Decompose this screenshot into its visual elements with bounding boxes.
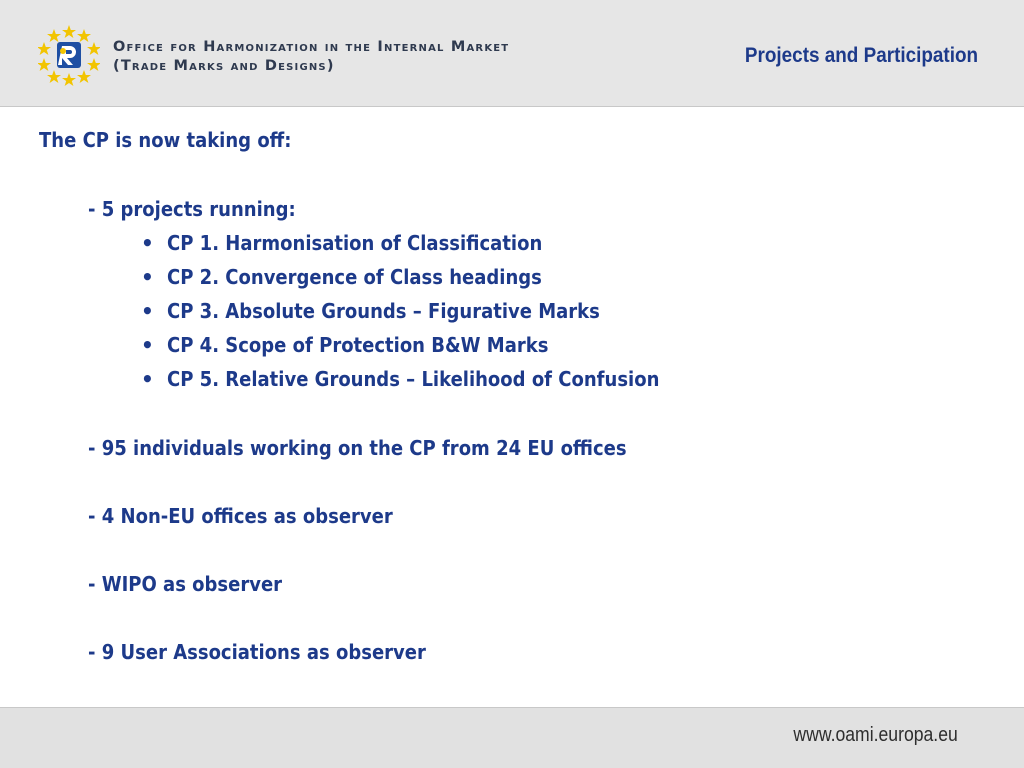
organization-name-line2: (Trade Marks and Designs) (113, 58, 335, 74)
project-item: CP 4. Scope of Protection B&W Marks (167, 333, 549, 357)
website-url[interactable]: www.oami.europa.eu (793, 724, 958, 746)
bullet-icon: • (141, 265, 154, 289)
projects-heading: - 5 projects running: (88, 197, 296, 221)
slide-title: Projects and Participation (744, 44, 978, 67)
wipo-text: - WIPO as observer (88, 572, 283, 596)
individuals-text: - 95 individuals working on the CP from 24 EU offices (88, 436, 627, 460)
bullet-icon: • (141, 231, 154, 255)
bullet-icon: • (141, 367, 154, 391)
bullet-icon: • (141, 299, 154, 323)
organization-name-line1: Office for Harmonization in the Internal Market (113, 39, 510, 55)
user-associations-text: - 9 User Associations as observer (88, 640, 426, 664)
project-item: CP 2. Convergence of Class headings (167, 265, 542, 289)
intro-text: The CP is now taking off: (39, 128, 292, 152)
footer-band (0, 707, 1024, 768)
project-item: CP 3. Absolute Grounds – Figurative Marks (167, 299, 600, 323)
project-item: CP 5. Relative Grounds – Likelihood of Confusion (167, 367, 660, 391)
non-eu-offices-text: - 4 Non-EU offices as observer (88, 504, 393, 528)
bullet-icon: • (141, 333, 154, 357)
project-item: CP 1. Harmonisation of Classification (167, 231, 543, 255)
